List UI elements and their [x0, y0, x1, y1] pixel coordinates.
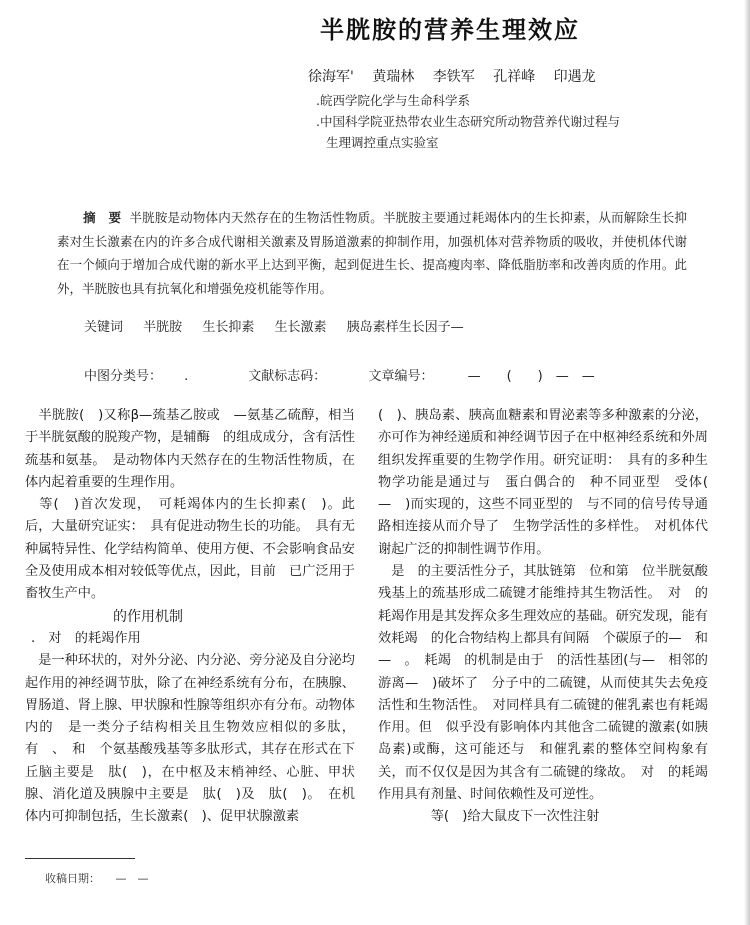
section-heading: 的作用机制 [99, 608, 183, 625]
left-column [25, 405, 355, 829]
keyword: 生长抑素 [202, 320, 255, 335]
body-paragraph: 是 的主要活性分子，其肽链第 位和第 位半胱氨酸残基上的巯基形成二硫键才能维持其生物活性。 对 的耗竭作用是其发挥众多生理效应的基础。研究发现，能有效耗竭 的化合物结构上都具有间隔 个碳原子的— 和— 。 耗竭 的机制是由于 的活性基团(与— 相邻的游离— )破坏了 分子中的二硫键，从而使其失去免疫活性和生物活性。 对同样具有二硫键的催乳素也有耗竭作用。但 似乎没有影响体内其他含二硫键的激素(如胰岛素)或酶，这可能还与 和催乳素的整体空间构象有关，而不仅仅是因为其含有二硫键的缘故。 对 的耗竭作用具有剂量、时间依赖性及可逆性。 [378, 564, 708, 803]
footnote-rule [25, 858, 135, 859]
affiliation-2: .中国科学院亚热带农业生态研究所动物营养代谢过程与 [316, 114, 620, 129]
keywords [84, 316, 480, 335]
abstract-label: 摘 要 [83, 210, 122, 225]
author: 黄瑞林 [372, 69, 415, 85]
abstract-text: 半胱胺是动物体内天然存在的生物活性物质。半胱胺主要通过耗竭体内的生长抑素，从而解除生长抑素对生长激素在内的许多合成代谢相关激素及胃肠道激素的抑制作用，加强机体对营养物质的吸收，并使机体代谢在一个倾向于增加合成代谢的新水平上达到平衡，起到促进生长、提高瘦肉率、降低脂肪率和改善肉质的作用。此外，半胱胺也具有抗氧化和增强免疫机能等作用。 [57, 210, 687, 296]
clc-value: . [184, 369, 189, 384]
keywords-label: 关键词 [84, 320, 124, 335]
received-date-label: 收稿日期： [45, 872, 100, 885]
classification-line [84, 365, 595, 384]
body-paragraph: 是一种环状的，对外分泌、内分泌、旁分泌及自分泌均起作用的神经调节肽，除了在神经系统有分布，在胰腺、胃肠道、肾上腺、甲状腺和性腺等组织亦有分布。动物体内的 是一类分子结构相关且生物效应相似的多肽，有 、 和 个氨基酸残基等多肽形式，其存在形式在下丘脑主要是 肽( )，在中枢及末梢神经、心脏、甲状腺、消化道及胰腺中主要是 肽( )及 肽( )。 在机体内可抑制包括，生长激素( )、促甲状腺激素 [25, 653, 355, 825]
body-paragraph: ( )、胰岛素、胰高血糖素和胃泌素等多种激素的分泌，亦可作为神经递质和神经调节因子在中枢神经系统和外周组织发挥重要的生物学作用。研究证明： 具有的多种生物学功能是通过与 蛋白偶合的 种不同亚型 受体( — )而实现的，这些不同亚型的 与不同的信号传导通路相连接从而介导了 生物学活性的多样性。 对机体代谢起广泛的抑制性调节作用。 [378, 408, 722, 557]
author: 孔祥峰 [493, 69, 536, 85]
subsection-heading: . 对 的耗竭作用 [31, 630, 141, 646]
received-date-value: — — [115, 872, 149, 885]
article-no-value: — ( ) — — [467, 369, 595, 384]
body-paragraph: 等( )给大鼠皮下一次性注射 [378, 809, 600, 825]
keyword: 胰岛素样生长因子— [346, 320, 464, 335]
article-no-label: 文章编号： [368, 369, 434, 384]
abstract [57, 206, 687, 300]
page-edge-shadow [744, 0, 750, 925]
affiliation-2-cont: 生理调控重点实验室 [326, 135, 439, 150]
author: 李铁军 [432, 69, 475, 85]
keyword: 生长激素 [274, 320, 327, 335]
keyword: 半胱胺 [143, 320, 183, 335]
author: 徐海军' [308, 69, 354, 85]
body-paragraph: 半胱胺( )又称β—巯基乙胺或 —氨基乙硫醇，相当于半胱氨酸的脱羧产物，是辅酶 的组成成分，含有活性巯基和氨基。 是动物体内天然存在的生物活性物质，在体内起着重要的生理作用。 [25, 408, 355, 490]
doc-code-label: 文献标志码： [248, 369, 327, 384]
body-paragraph: 等( )首次发现， 可耗竭体内的生长抑素( )。此后，大量研究证实： 具有促进动物生长的功能。 具有无种属特异性、化学结构简单、使用方便、不会影响食品安全及使用成本相对较低等优点，因此，目前 已广泛用于畜牧生产中。 [25, 497, 355, 602]
clc-label: 中图分类号： [84, 369, 163, 384]
affiliation-1: .皖西学院化学与生命科学系 [316, 93, 470, 108]
right-column [378, 405, 722, 829]
author-list [308, 66, 610, 86]
paper-title: 半胱胺的营养生理效应 [320, 15, 580, 44]
footnote [45, 870, 149, 886]
author: 印遇龙 [553, 69, 596, 85]
